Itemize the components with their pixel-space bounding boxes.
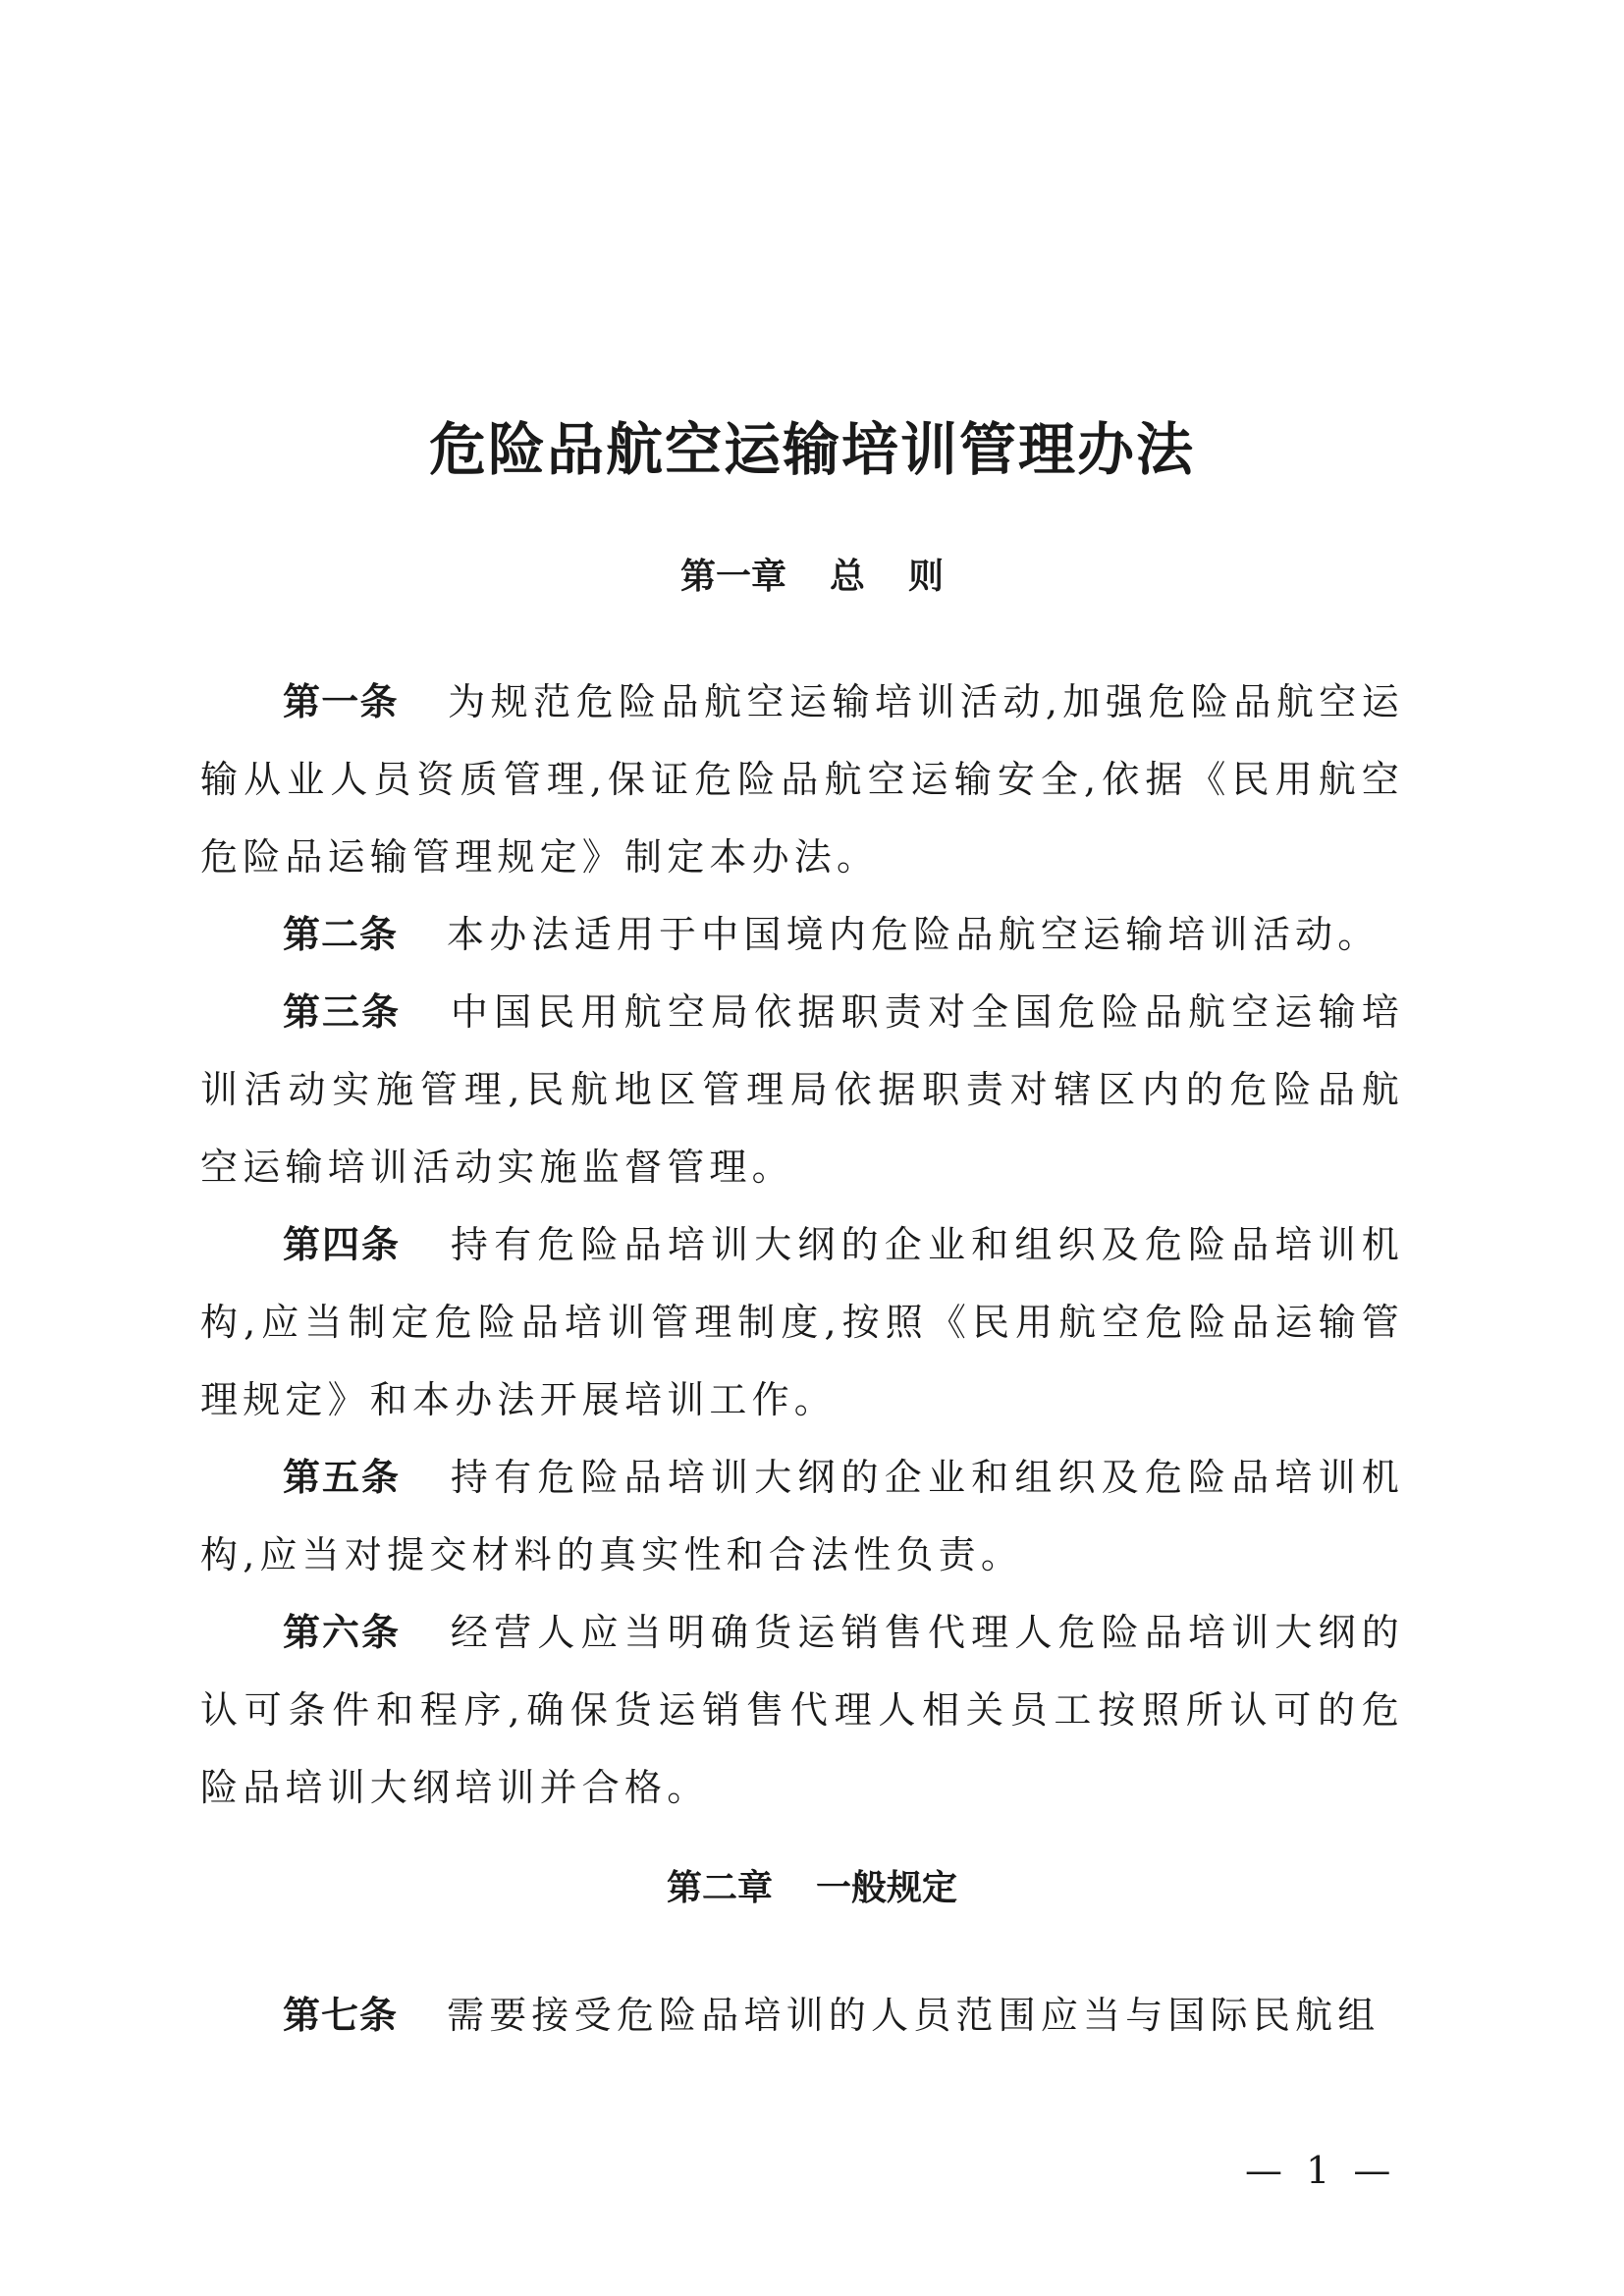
article-1 <box>200 664 1404 896</box>
article-4-text: 持有危险品培训大纲的企业和组织及危险品培训机构,应当制定危险品培训管理制度,按照《民用航空危险品运输管理规定》和本办法开展培训工作。 <box>200 1223 1404 1421</box>
article-3 <box>200 974 1404 1206</box>
article-7-label: 第七条 <box>283 1994 399 2037</box>
article-4 <box>200 1206 1404 1439</box>
article-2-text: 本办法适用于中国境内危险品航空运输培训活动。 <box>447 913 1380 956</box>
chapter-1-name-part1: 总 <box>829 557 865 597</box>
article-7-text: 需要接受危险品培训的人员范围应当与国际民航组 <box>447 1994 1380 2037</box>
article-2-label: 第二条 <box>283 913 399 956</box>
article-6-text: 经营人应当明确货运销售代理人危险品培训大纲的认可条件和程序,确保货运销售代理人相关员工按照所认可的危险品培训大纲培训并合格。 <box>200 1611 1404 1809</box>
page-number: — 1 — <box>1245 2149 1397 2192</box>
article-3-text: 中国民用航空局依据职责对全国危险品航空运输培训活动实施管理,民航地区管理局依据职责对辖区内的危险品航空运输培训活动实施监督管理。 <box>200 990 1404 1189</box>
article-7 <box>200 1977 1404 2055</box>
chapter-2-heading <box>0 1863 1624 1914</box>
chapter-2-label: 第二章 <box>666 1868 773 1908</box>
article-5-label: 第五条 <box>283 1456 401 1499</box>
chapter-1-heading <box>0 552 1624 603</box>
article-6 <box>200 1594 1404 1827</box>
article-3-label: 第三条 <box>283 990 401 1034</box>
chapter-1-name-part2: 则 <box>908 557 945 597</box>
article-5 <box>200 1439 1404 1594</box>
chapter-1-label: 第一章 <box>679 557 786 597</box>
article-6-label: 第六条 <box>283 1611 401 1654</box>
article-4-label: 第四条 <box>283 1223 401 1266</box>
article-1-label: 第一条 <box>283 680 399 723</box>
document-title: 危险品航空运输培训管理办法 <box>428 416 1195 483</box>
chapter-1-body <box>200 664 1404 1827</box>
chapter-2-name: 一般规定 <box>816 1868 958 1908</box>
article-2 <box>200 896 1404 974</box>
article-1-text: 为规范危险品航空运输培训活动,加强危险品航空运输从业人员资质管理,保证危险品航空运输安全,依据《民用航空危险品运输管理规定》制定本办法。 <box>200 680 1404 879</box>
article-5-text: 持有危险品培训大纲的企业和组织及危险品培训机构,应当对提交材料的真实性和合法性负责。 <box>200 1456 1404 1576</box>
